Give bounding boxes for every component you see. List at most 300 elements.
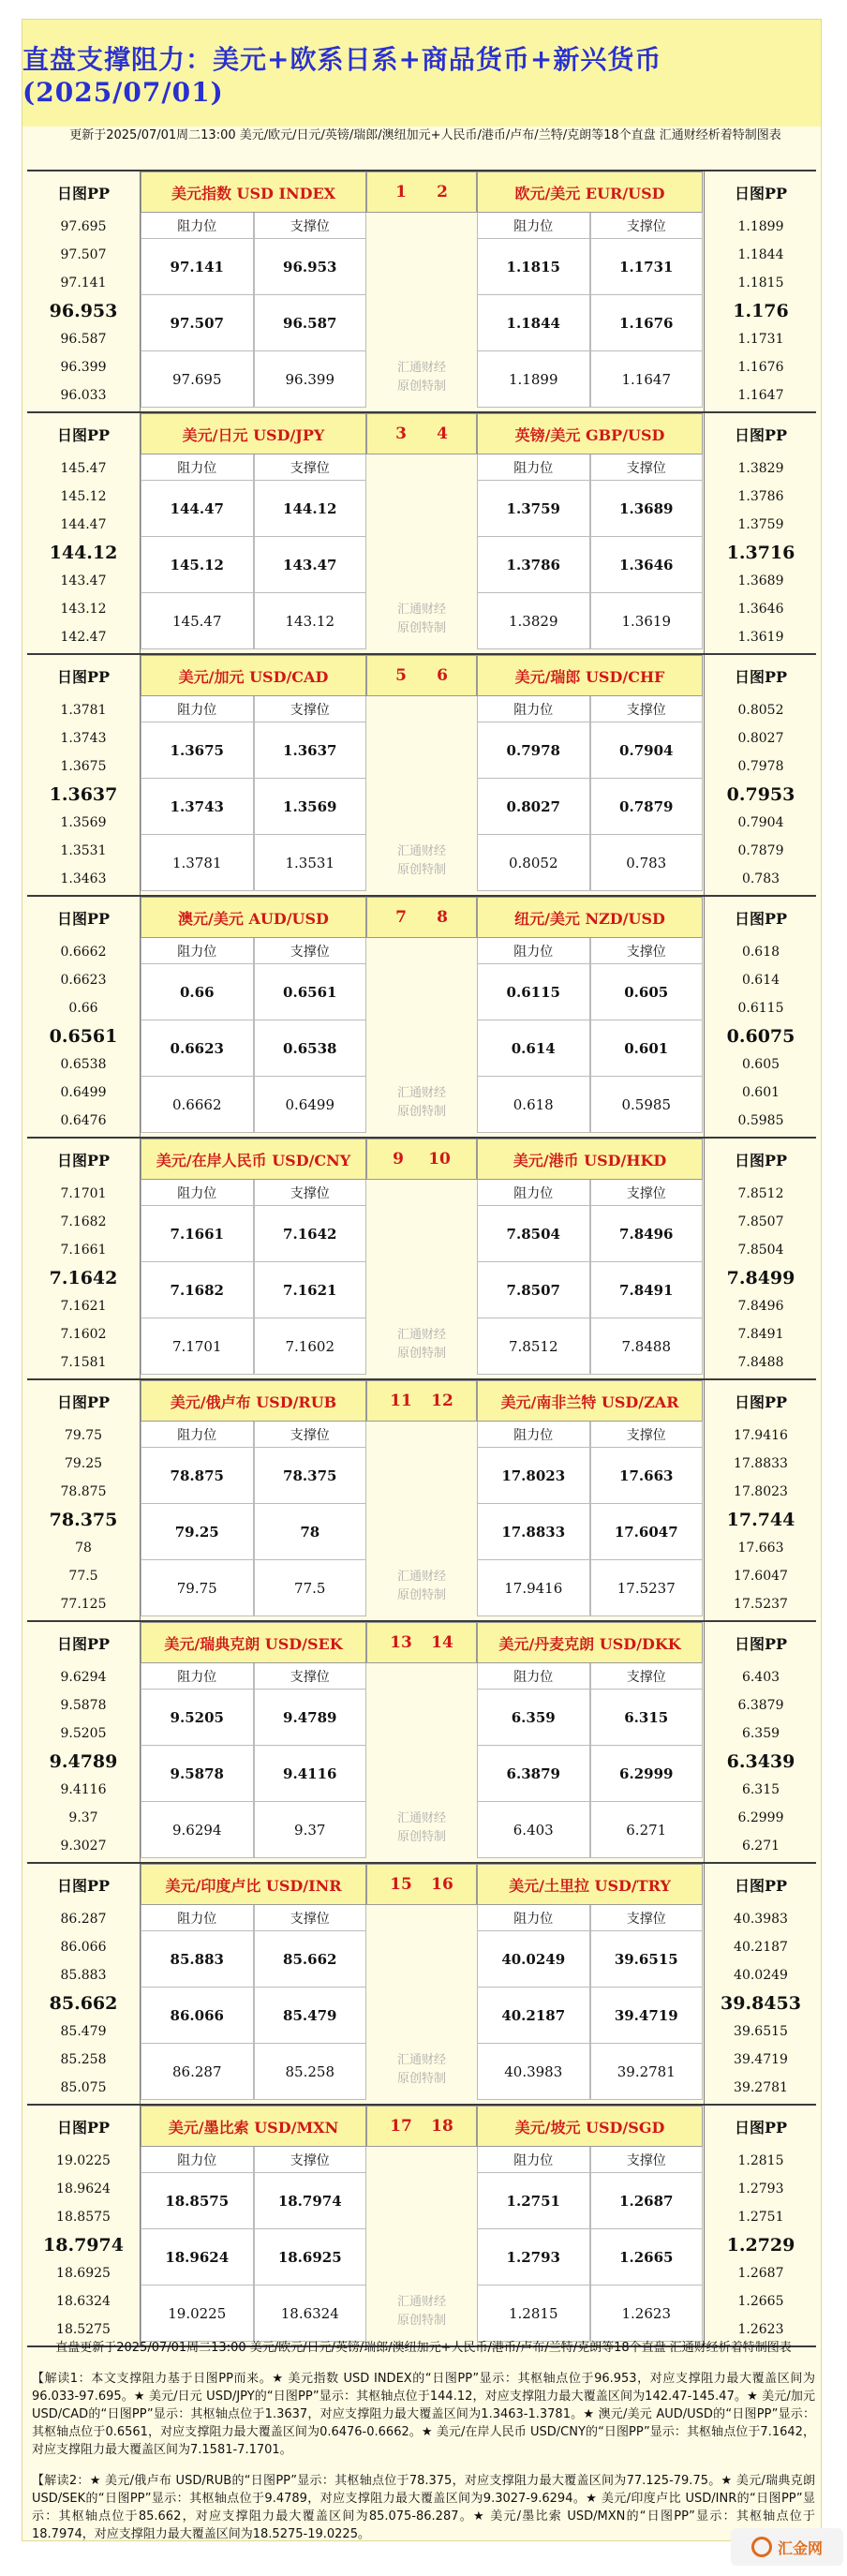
level-row xyxy=(477,2044,703,2100)
support-value: 1.3619 xyxy=(590,593,704,649)
pair-name[interactable]: 美元/俄卢布 USD/RUB xyxy=(141,1380,366,1422)
watermark-line: 原创特制 xyxy=(396,621,446,635)
pp-value: 6.403 xyxy=(741,1670,780,1685)
support-value: 78.375 xyxy=(254,1448,367,1504)
watermark-line: 汇通财经 xyxy=(396,2053,446,2067)
pp-value: 9.5878 xyxy=(60,1698,107,1713)
pp-pivot-value: 1.176 xyxy=(733,301,789,321)
pair-name[interactable]: 美元指数 USD INDEX xyxy=(141,171,366,213)
pair-name[interactable]: 纽元/美元 NZD/USD xyxy=(477,897,703,938)
support-value: 17.6047 xyxy=(590,1504,704,1560)
pp-pivot-value: 1.3637 xyxy=(49,784,118,805)
pair-table xyxy=(477,1864,703,2104)
level-row xyxy=(141,1931,366,1988)
support-value: 7.8491 xyxy=(590,1262,704,1318)
support-value: 39.4719 xyxy=(590,1988,704,2044)
pair-table xyxy=(141,1622,366,1862)
pp-value: 0.5985 xyxy=(737,1113,784,1128)
level-row xyxy=(477,2286,703,2342)
pair-number: 1 xyxy=(395,183,407,201)
support-value: 96.587 xyxy=(254,295,367,351)
resistance-value: 9.6294 xyxy=(141,1802,254,1858)
level-row xyxy=(477,1988,703,2044)
level-row xyxy=(141,1988,366,2044)
pp-column xyxy=(27,897,141,1137)
pp-column xyxy=(704,1380,817,1620)
pp-value: 39.4719 xyxy=(734,2052,788,2067)
level-row xyxy=(477,2229,703,2286)
pair-table xyxy=(477,897,703,1137)
column-headers xyxy=(141,454,366,481)
level-row xyxy=(477,593,703,649)
level-row xyxy=(141,1802,366,1858)
explanation-1: 【解读1：本文支撑阻力基于日图PP而来。★ 美元指数 USD INDEX的“日图PP”显示：其枢轴点位于96.953，对应支撑阻力最大覆盖区间为96.033-97.695。★ 美元/日元 USD/JPY的“日图PP”显示：其枢轴点位于144.12，对应支撑阻力最大覆盖区间为142.47-145.47。★ 美元/加元 USD/CAD的“日图PP”显示：其枢轴点位于1.3637，对应支撑阻力最大覆盖区间为1.3463-1.3781。★ 澳元/美元 AUD/USD的“日图PP”显示：其枢轴点位于0.6561，对应支撑阻力最大覆盖区间为0.6476-0.6662。★ 美元/在岸人民币 USD/CNY的“日图PP”显示：其枢轴点位于7.1642，对应支撑阻力最大覆盖区间为7.1581-7.1701。 xyxy=(32,2372,815,2457)
resistance-value: 17.8023 xyxy=(477,1448,590,1504)
pair-numbers xyxy=(366,1380,477,1422)
pp-value: 0.6538 xyxy=(60,1057,107,1072)
level-row xyxy=(141,2173,366,2229)
pp-value: 85.479 xyxy=(60,2024,107,2039)
pp-value: 7.8512 xyxy=(737,1186,784,1201)
pp-header: 日图PP xyxy=(734,909,788,928)
brand-logo[interactable] xyxy=(731,2528,843,2566)
pair-block xyxy=(27,170,816,413)
support-value: 1.3689 xyxy=(590,481,704,537)
support-value: 18.6925 xyxy=(254,2229,367,2286)
support-value: 1.1676 xyxy=(590,295,704,351)
pp-pivot-value: 0.6075 xyxy=(726,1026,795,1047)
pp-value: 6.3879 xyxy=(737,1698,784,1713)
pair-table xyxy=(141,413,366,653)
pp-value: 97.507 xyxy=(60,247,107,262)
pp-value: 77.125 xyxy=(60,1597,107,1612)
pp-value: 7.1682 xyxy=(60,1214,107,1229)
explanation-2: 【解读2：★ 美元/俄卢布 USD/RUB的“日图PP”显示：其枢轴点位于78.375，对应支撑阻力最大覆盖区间为77.125-79.75。★ 美元/瑞典克朗 USD/SEK的“日图PP”显示：其枢轴点位于9.4789，对应支撑阻力最大覆盖区间为9.3027-9.6294。★ 美元/印度卢比 USD/INR的“日图PP”显示：其枢轴点位于85.662，对应支撑阻力最大覆盖区间为85.075-86.287。★ 美元/墨比索 USD/MXN的“日图PP”显示：其枢轴点位于18.7974，对应支撑阻力最大覆盖区间为18.5275-19.0225。 xyxy=(32,2474,815,2541)
pp-header: 日图PP xyxy=(56,425,111,444)
pp-value: 1.2793 xyxy=(737,2181,784,2196)
pp-value: 1.3675 xyxy=(60,759,107,774)
pp-value: 6.315 xyxy=(741,1782,780,1797)
level-row xyxy=(141,1448,366,1504)
support-header: 支撑位 xyxy=(590,2147,704,2173)
support-value: 85.479 xyxy=(254,1988,367,2044)
level-row xyxy=(141,1077,366,1133)
pair-name[interactable]: 美元/印度卢比 USD/INR xyxy=(141,1864,366,1905)
level-row xyxy=(141,1206,366,1262)
level-row xyxy=(141,1020,366,1077)
pp-pivot-value: 0.6561 xyxy=(49,1026,118,1047)
level-row xyxy=(477,1746,703,1802)
watermark-line: 汇通财经 xyxy=(396,844,446,858)
pp-value: 7.1581 xyxy=(60,1355,107,1370)
pp-value: 1.3531 xyxy=(60,843,107,858)
pair-block xyxy=(27,1139,816,1380)
level-row xyxy=(477,2173,703,2229)
resistance-value: 79.25 xyxy=(141,1504,254,1560)
pp-value: 0.8027 xyxy=(737,731,784,746)
pair-block xyxy=(27,1380,816,1622)
pp-value: 0.6499 xyxy=(60,1085,107,1100)
pair-table xyxy=(477,1622,703,1862)
column-headers xyxy=(477,1905,703,1931)
pp-value: 85.075 xyxy=(60,2080,107,2095)
pair-number-column xyxy=(366,1864,477,2104)
level-row xyxy=(141,722,366,779)
resistance-value: 79.75 xyxy=(141,1560,254,1616)
support-value: 1.2687 xyxy=(590,2173,704,2229)
column-headers xyxy=(477,696,703,722)
pair-name[interactable]: 美元/瑞郎 USD/CHF xyxy=(477,655,703,696)
watermark xyxy=(366,1568,477,1605)
pp-value: 40.3983 xyxy=(734,1912,788,1927)
pair-number-column xyxy=(366,171,477,411)
pp-header: 日图PP xyxy=(56,2118,111,2137)
pp-value: 0.6115 xyxy=(737,1001,784,1016)
watermark-line: 原创特制 xyxy=(396,1588,446,1602)
pp-value: 96.587 xyxy=(60,332,107,347)
pair-name[interactable]: 美元/日元 USD/JPY xyxy=(141,413,366,454)
pair-block xyxy=(27,413,816,655)
support-value: 0.601 xyxy=(590,1020,704,1077)
level-row xyxy=(141,481,366,537)
pair-name[interactable]: 英镑/美元 GBP/USD xyxy=(477,413,703,454)
watermark xyxy=(366,601,477,638)
pair-table xyxy=(141,2106,366,2345)
pair-name[interactable]: 美元/加元 USD/CAD xyxy=(141,655,366,696)
pp-pivot-value: 78.375 xyxy=(49,1510,118,1530)
pp-pivot-value: 96.953 xyxy=(49,301,118,321)
watermark xyxy=(366,2051,477,2089)
watermark-line: 原创特制 xyxy=(396,863,446,877)
pp-value: 6.271 xyxy=(741,1839,780,1854)
pair-numbers xyxy=(366,897,477,938)
pp-value: 142.47 xyxy=(60,630,107,645)
resistance-value: 0.6662 xyxy=(141,1077,254,1133)
pair-name[interactable]: 美元/瑞典克朗 USD/SEK xyxy=(141,1622,366,1663)
pp-header: 日图PP xyxy=(56,667,111,686)
pp-column xyxy=(704,1864,817,2104)
resistance-value: 145.47 xyxy=(141,593,254,649)
pp-value: 9.6294 xyxy=(60,1670,107,1685)
resistance-value: 1.1899 xyxy=(477,351,590,408)
pp-value: 1.1899 xyxy=(737,219,784,234)
level-row xyxy=(477,1262,703,1318)
resistance-header: 阻力位 xyxy=(141,1663,254,1690)
resistance-header: 阻力位 xyxy=(477,938,590,964)
pp-value: 0.6662 xyxy=(60,945,107,960)
level-row xyxy=(477,295,703,351)
pair-number-column xyxy=(366,1139,477,1378)
level-row xyxy=(141,1746,366,1802)
resistance-value: 1.2793 xyxy=(477,2229,590,2286)
support-value: 0.783 xyxy=(590,835,704,891)
support-value: 0.6499 xyxy=(254,1077,367,1133)
pp-value: 1.3646 xyxy=(737,602,784,617)
pair-block xyxy=(27,1622,816,1864)
resistance-header: 阻力位 xyxy=(141,213,254,239)
level-row xyxy=(141,1560,366,1616)
level-row xyxy=(141,239,366,295)
support-value: 78 xyxy=(254,1504,367,1560)
pp-value: 7.1621 xyxy=(60,1299,107,1314)
pp-header: 日图PP xyxy=(734,1634,788,1653)
pp-value: 7.8488 xyxy=(737,1355,784,1370)
resistance-value: 1.3786 xyxy=(477,537,590,593)
pp-value: 1.1815 xyxy=(737,275,784,290)
pair-table xyxy=(477,655,703,895)
support-header: 支撑位 xyxy=(254,454,367,481)
pair-number: 18 xyxy=(431,2117,453,2136)
resistance-value: 0.8052 xyxy=(477,835,590,891)
pp-value: 19.0225 xyxy=(56,2153,111,2168)
level-row xyxy=(477,779,703,835)
resistance-header: 阻力位 xyxy=(477,213,590,239)
pp-pivot-value: 39.8453 xyxy=(721,1993,801,2014)
pp-value: 18.6925 xyxy=(56,2266,111,2281)
pp-header: 日图PP xyxy=(56,1392,111,1411)
support-header: 支撑位 xyxy=(590,454,704,481)
pp-header: 日图PP xyxy=(56,1634,111,1653)
logo-icon xyxy=(751,2537,772,2557)
support-value: 0.5985 xyxy=(590,1077,704,1133)
support-header: 支撑位 xyxy=(254,1180,367,1206)
level-row xyxy=(477,1931,703,1988)
pp-value: 9.4116 xyxy=(60,1782,107,1797)
support-value: 1.3569 xyxy=(254,779,367,835)
resistance-value: 97.507 xyxy=(141,295,254,351)
column-headers xyxy=(141,1663,366,1690)
pp-value: 1.3743 xyxy=(60,731,107,746)
resistance-value: 40.0249 xyxy=(477,1931,590,1988)
resistance-value: 17.9416 xyxy=(477,1560,590,1616)
resistance-value: 40.3983 xyxy=(477,2044,590,2100)
resistance-value: 0.7978 xyxy=(477,722,590,779)
column-headers xyxy=(477,1422,703,1448)
level-row xyxy=(141,351,366,408)
pair-name[interactable]: 欧元/美元 EUR/USD xyxy=(477,171,703,213)
watermark-line: 原创特制 xyxy=(396,2072,446,2086)
column-headers xyxy=(141,1422,366,1448)
support-value: 0.6561 xyxy=(254,964,367,1020)
watermark xyxy=(366,359,477,396)
resistance-value: 0.618 xyxy=(477,1077,590,1133)
support-header: 支撑位 xyxy=(590,1422,704,1448)
resistance-value: 6.403 xyxy=(477,1802,590,1858)
resistance-value: 78.875 xyxy=(141,1448,254,1504)
pair-name[interactable]: 美元/丹麦克朗 USD/DKK xyxy=(477,1622,703,1663)
resistance-value: 0.614 xyxy=(477,1020,590,1077)
pp-pivot-value: 0.7953 xyxy=(726,784,795,805)
level-row xyxy=(141,835,366,891)
pp-value: 7.1701 xyxy=(60,1186,107,1201)
support-value: 39.6515 xyxy=(590,1931,704,1988)
column-headers xyxy=(477,938,703,964)
pair-table xyxy=(141,655,366,895)
resistance-header: 阻力位 xyxy=(141,1905,254,1931)
pp-value: 17.9416 xyxy=(734,1428,788,1443)
pair-table xyxy=(141,897,366,1137)
pp-value: 145.47 xyxy=(60,461,107,476)
pp-column xyxy=(27,1864,141,2104)
pp-value: 7.8507 xyxy=(737,1214,784,1229)
pp-value: 18.9624 xyxy=(56,2181,111,2196)
level-row xyxy=(477,1504,703,1560)
pair-name[interactable]: 美元/墨比索 USD/MXN xyxy=(141,2106,366,2147)
pair-number: 12 xyxy=(431,1392,453,1410)
pp-value: 39.2781 xyxy=(734,2080,788,2095)
support-value: 0.605 xyxy=(590,964,704,1020)
pp-value: 79.75 xyxy=(64,1428,103,1443)
pp-column xyxy=(704,2106,817,2345)
pp-value: 17.8833 xyxy=(734,1456,788,1471)
level-row xyxy=(477,239,703,295)
support-value: 6.271 xyxy=(590,1802,704,1858)
pp-pivot-value: 1.3716 xyxy=(726,543,795,563)
pp-pivot-value: 17.744 xyxy=(726,1510,795,1530)
resistance-value: 7.1701 xyxy=(141,1318,254,1375)
resistance-header: 阻力位 xyxy=(141,696,254,722)
column-headers xyxy=(141,213,366,239)
pair-name[interactable]: 美元/在岸人民币 USD/CNY xyxy=(141,1139,366,1180)
pair-numbers xyxy=(366,171,477,213)
footer xyxy=(32,2339,815,2543)
watermark-line: 原创特制 xyxy=(396,380,446,394)
support-value: 96.399 xyxy=(254,351,367,408)
pp-value: 1.2665 xyxy=(737,2294,784,2309)
watermark-line: 汇通财经 xyxy=(396,1328,446,1342)
pair-block xyxy=(27,897,816,1139)
pp-pivot-value: 18.7974 xyxy=(43,2235,124,2256)
pair-number-column xyxy=(366,413,477,653)
pp-value: 18.6324 xyxy=(56,2294,111,2309)
watermark-line: 汇通财经 xyxy=(396,1086,446,1100)
support-value: 7.8488 xyxy=(590,1318,704,1375)
pp-column xyxy=(704,413,817,653)
pp-column xyxy=(27,655,141,895)
pair-number-column xyxy=(366,1622,477,1862)
pp-column xyxy=(27,413,141,653)
support-value: 85.662 xyxy=(254,1931,367,1988)
pair-numbers xyxy=(366,655,477,696)
pp-header: 日图PP xyxy=(734,1151,788,1169)
support-value: 1.1647 xyxy=(590,351,704,408)
pair-number: 2 xyxy=(437,183,448,201)
support-value: 1.3531 xyxy=(254,835,367,891)
resistance-header: 阻力位 xyxy=(477,2147,590,2173)
support-value: 7.1602 xyxy=(254,1318,367,1375)
support-value: 1.2665 xyxy=(590,2229,704,2286)
pair-name[interactable]: 美元/坡元 USD/SGD xyxy=(477,2106,703,2147)
pair-number-column xyxy=(366,655,477,895)
resistance-value: 7.1682 xyxy=(141,1262,254,1318)
pp-column xyxy=(704,171,817,411)
support-value: 85.258 xyxy=(254,2044,367,2100)
pp-value: 0.7904 xyxy=(737,815,784,830)
pp-value: 1.3463 xyxy=(60,871,107,886)
pair-numbers xyxy=(366,2106,477,2147)
pp-value: 85.258 xyxy=(60,2052,107,2067)
resistance-header: 阻力位 xyxy=(141,454,254,481)
pair-number: 5 xyxy=(395,666,407,685)
resistance-value: 7.8512 xyxy=(477,1318,590,1375)
pp-value: 7.1661 xyxy=(60,1243,107,1258)
watermark-line: 汇通财经 xyxy=(396,2295,446,2309)
page-container xyxy=(22,19,822,2541)
level-row xyxy=(477,964,703,1020)
pp-header: 日图PP xyxy=(56,184,111,202)
pair-table xyxy=(141,171,366,411)
pair-number: 6 xyxy=(437,666,448,685)
support-value: 1.3646 xyxy=(590,537,704,593)
resistance-value: 144.47 xyxy=(141,481,254,537)
watermark-line: 原创特制 xyxy=(396,2314,446,2328)
pp-value: 18.8575 xyxy=(56,2210,111,2225)
resistance-value: 86.066 xyxy=(141,1988,254,2044)
support-value: 96.953 xyxy=(254,239,367,295)
pp-value: 0.614 xyxy=(741,973,780,988)
pair-name[interactable]: 美元/土里拉 USD/TRY xyxy=(477,1864,703,1905)
pair-name[interactable]: 美元/南非兰特 USD/ZAR xyxy=(477,1380,703,1422)
pp-value: 9.37 xyxy=(68,1810,98,1825)
resistance-value: 40.2187 xyxy=(477,1988,590,2044)
pp-column xyxy=(704,1622,817,1862)
watermark-line: 汇通财经 xyxy=(396,361,446,375)
resistance-value: 97.141 xyxy=(141,239,254,295)
level-row xyxy=(477,1560,703,1616)
support-header: 支撑位 xyxy=(590,1905,704,1931)
pair-name[interactable]: 美元/港币 USD/HKD xyxy=(477,1139,703,1180)
watermark-line: 汇通财经 xyxy=(396,603,446,617)
resistance-value: 7.1661 xyxy=(141,1206,254,1262)
pp-value: 78.875 xyxy=(60,1484,107,1499)
pair-numbers xyxy=(366,1139,477,1180)
pp-pivot-value: 1.2729 xyxy=(726,2235,795,2256)
pp-column xyxy=(704,1139,817,1378)
pp-value: 7.8491 xyxy=(737,1327,784,1342)
pair-number: 4 xyxy=(437,424,448,443)
pp-value: 0.7879 xyxy=(737,843,784,858)
pair-number-column xyxy=(366,897,477,1137)
pp-column xyxy=(27,1139,141,1378)
pp-value: 0.6623 xyxy=(60,973,107,988)
pair-block xyxy=(27,1864,816,2106)
pp-value: 9.3027 xyxy=(60,1839,107,1854)
pp-value: 0.618 xyxy=(741,945,780,960)
pp-value: 40.2187 xyxy=(734,1940,788,1955)
pair-table xyxy=(477,1380,703,1620)
pp-value: 1.3619 xyxy=(737,630,784,645)
support-header: 支撑位 xyxy=(590,213,704,239)
pp-pivot-value: 7.1642 xyxy=(49,1268,118,1288)
support-value: 9.4116 xyxy=(254,1746,367,1802)
level-row xyxy=(477,1802,703,1858)
pair-table xyxy=(477,171,703,411)
pp-value: 7.8504 xyxy=(737,1243,784,1258)
pp-value: 86.287 xyxy=(60,1912,107,1927)
watermark xyxy=(366,842,477,880)
pp-value: 143.47 xyxy=(60,573,107,588)
column-headers xyxy=(141,1180,366,1206)
column-headers xyxy=(141,2147,366,2173)
pair-number: 17 xyxy=(390,2117,412,2136)
pair-name[interactable]: 澳元/美元 AUD/USD xyxy=(141,897,366,938)
pp-value: 1.2815 xyxy=(737,2153,784,2168)
page-title: 直盘支撑阻力：美元+欧系日系+商品货币+新兴货币(2025/07/01) xyxy=(22,20,821,127)
resistance-header: 阻力位 xyxy=(141,2147,254,2173)
support-header: 支撑位 xyxy=(590,696,704,722)
watermark-line: 汇通财经 xyxy=(396,1570,446,1584)
support-header: 支撑位 xyxy=(590,938,704,964)
